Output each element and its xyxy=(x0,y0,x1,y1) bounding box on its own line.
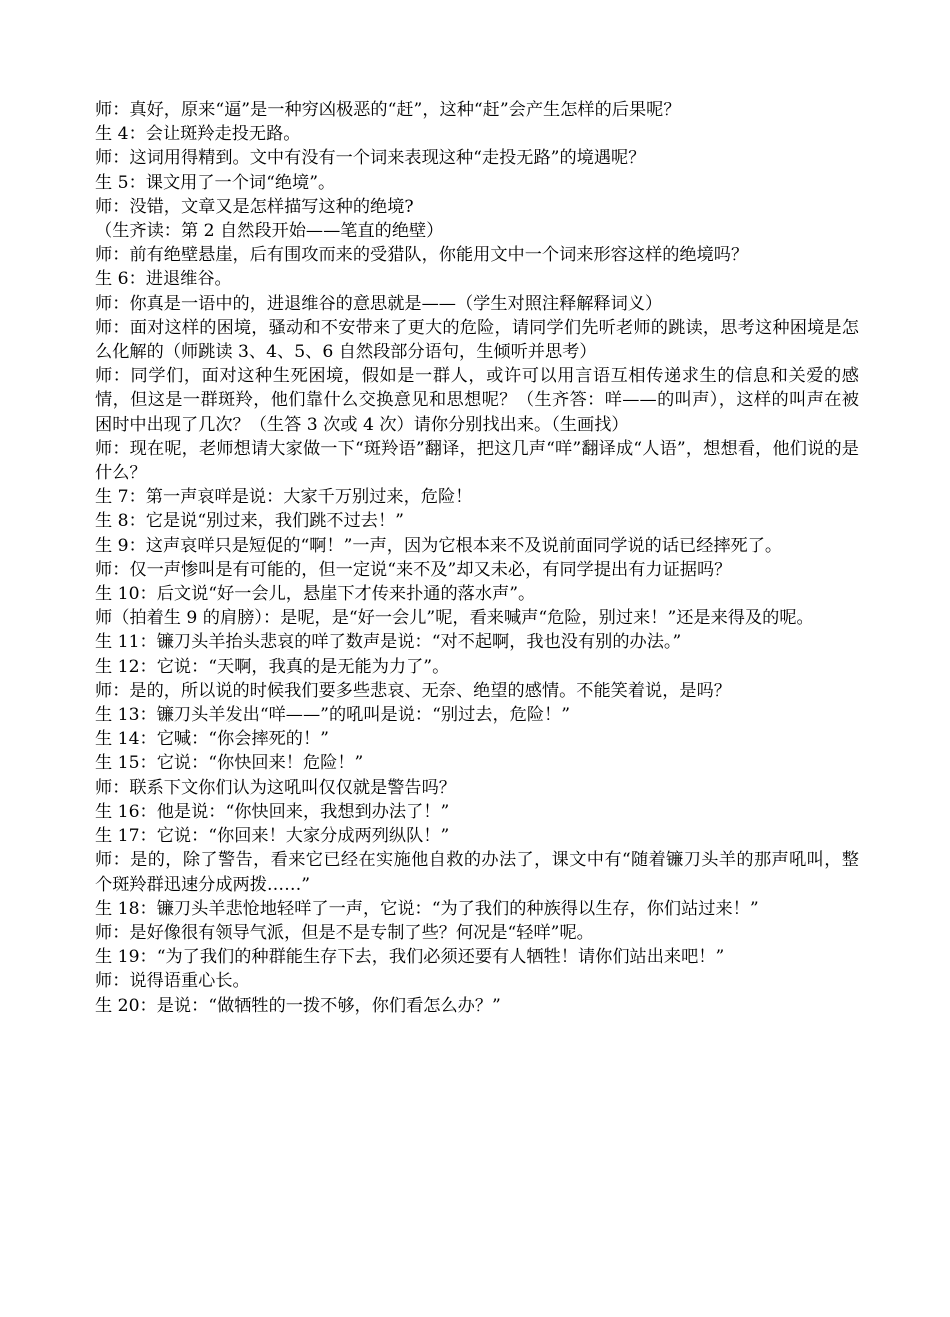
paragraph: （生齐读：第 2 自然段开始——笔直的绝壁） xyxy=(95,221,444,242)
paragraph: 师：你真是一语中的，进退维谷的意思就是——（学生对照注释解释词义） xyxy=(95,293,663,314)
paragraph: 生 5：课文用了一个词“绝境”。 xyxy=(95,172,336,193)
paragraph: 生 17：它说：“你回来！大家分成两列纵队！” xyxy=(95,826,450,847)
paragraph: 师：同学们，面对这种生死困境，假如是一群人，或许可以用言语互相传递求生的信息和关爱的感情，但这是一群斑羚，他们靠什么交换意见和思想呢？（生齐答：咩——的叫声），这样的叫声在被困时中出现了几次？（生答 3 次或 4 次）请你分别找出来。（生画找） xyxy=(95,366,859,435)
paragraph: 生 7：第一声哀咩是说：大家千万别过来，危险！ xyxy=(95,487,473,508)
paragraph: 生 11：镰刀头羊抬头悲哀的咩了数声是说：“对不起啊，我也没有别的办法。” xyxy=(95,632,682,653)
paragraph: 师：是好像很有领导气派，但是不是专制了些？何况是“轻咩”呢。 xyxy=(95,922,594,943)
paragraph: 师：说得语重心长。 xyxy=(95,971,250,992)
paragraph: 生 19：“为了我们的种群能生存下去，我们必须还要有人牺牲！请你们站出来吧！” xyxy=(95,947,725,968)
paragraph: 生 4：会让斑羚走投无路。 xyxy=(95,124,301,145)
paragraph: 师：仅一声惨叫是有可能的，但一定说“来不及”却又未必，有同学提出有力证据吗？ xyxy=(95,559,732,580)
paragraph: 生 9：这声哀咩只是短促的“啊！”一声，因为它根本来不及说前面同学说的话已经摔死了。 xyxy=(95,535,783,556)
paragraph: 生 8：它是说“别过来，我们跳不过去！” xyxy=(95,511,404,532)
paragraph: 师：现在呢，老师想请大家做一下“斑羚语”翻译，把这几声“咩”翻译成“人语”，想想看，他们说的是什么？ xyxy=(95,438,859,484)
paragraph: 师：是的，所以说的时候我们要多些悲哀、无奈、绝望的感情。不能笑着说，是吗？ xyxy=(95,680,731,701)
paragraph: 生 6：进退维谷。 xyxy=(95,269,232,290)
paragraph: 生 13：镰刀头羊发出“咩——”的吼叫是说：“别过去，危险！” xyxy=(95,705,570,726)
paragraph: 生 20：是说：“做牺牲的一拨不够，你们看怎么办？” xyxy=(95,995,501,1016)
paragraph: 生 14：它喊：“你会摔死的！” xyxy=(95,729,329,750)
paragraph: 师：是的，除了警告，看来它已经在实施他自救的办法了，课文中有“随着镰刀头羊的那声吼叫，整个斑羚群迅速分成两拨……” xyxy=(95,850,859,895)
paragraph: 师：联系下文你们认为这吼叫仅仅就是警告吗？ xyxy=(95,777,456,798)
paragraph: 生 15：它说：“你快回来！危险！” xyxy=(95,753,364,774)
paragraph: 生 18：镰刀头羊悲怆地轻咩了一声，它说：“为了我们的种族得以生存，你们站过来！” xyxy=(95,898,759,919)
paragraph: 生 16：他是说：“你快回来，我想到办法了！” xyxy=(95,801,450,822)
paragraph: 师：没错，文章又是怎样描写这种的绝境? xyxy=(95,196,414,217)
paragraph: 生 12：它说：“天啊，我真的是无能为力了”。 xyxy=(95,656,450,677)
paragraph: 师：前有绝壁悬崖，后有围攻而来的受猎队，你能用文中一个词来形容这样的绝境吗？ xyxy=(95,245,749,266)
paragraph: 师：真好，原来“逼”是一种穷凶极恶的“赶”，这种“赶”会产生怎样的后果呢？ xyxy=(95,100,681,120)
paragraph: 师（拍着生 9 的肩膀）：是呢，是“好一会儿”呢，看来喊声“危险，别过来！”还是来得及的呢。 xyxy=(95,608,814,629)
paragraph: 生 10：后文说“好一会儿，悬崖下才传来扑通的落水声”。 xyxy=(95,584,536,605)
paragraph: 师：面对这样的困境，骚动和不安带来了更大的危险，请同学们先听老师的跳读，思考这种困境是怎么化解的（师跳读 3、4、5、6 自然段部分语句，生倾听并思考） xyxy=(95,317,859,363)
paragraph: 师：这词用得精到。文中有没有一个词来表现这种“走投无路”的境遇呢？ xyxy=(95,148,646,169)
document-page xyxy=(95,98,859,1018)
